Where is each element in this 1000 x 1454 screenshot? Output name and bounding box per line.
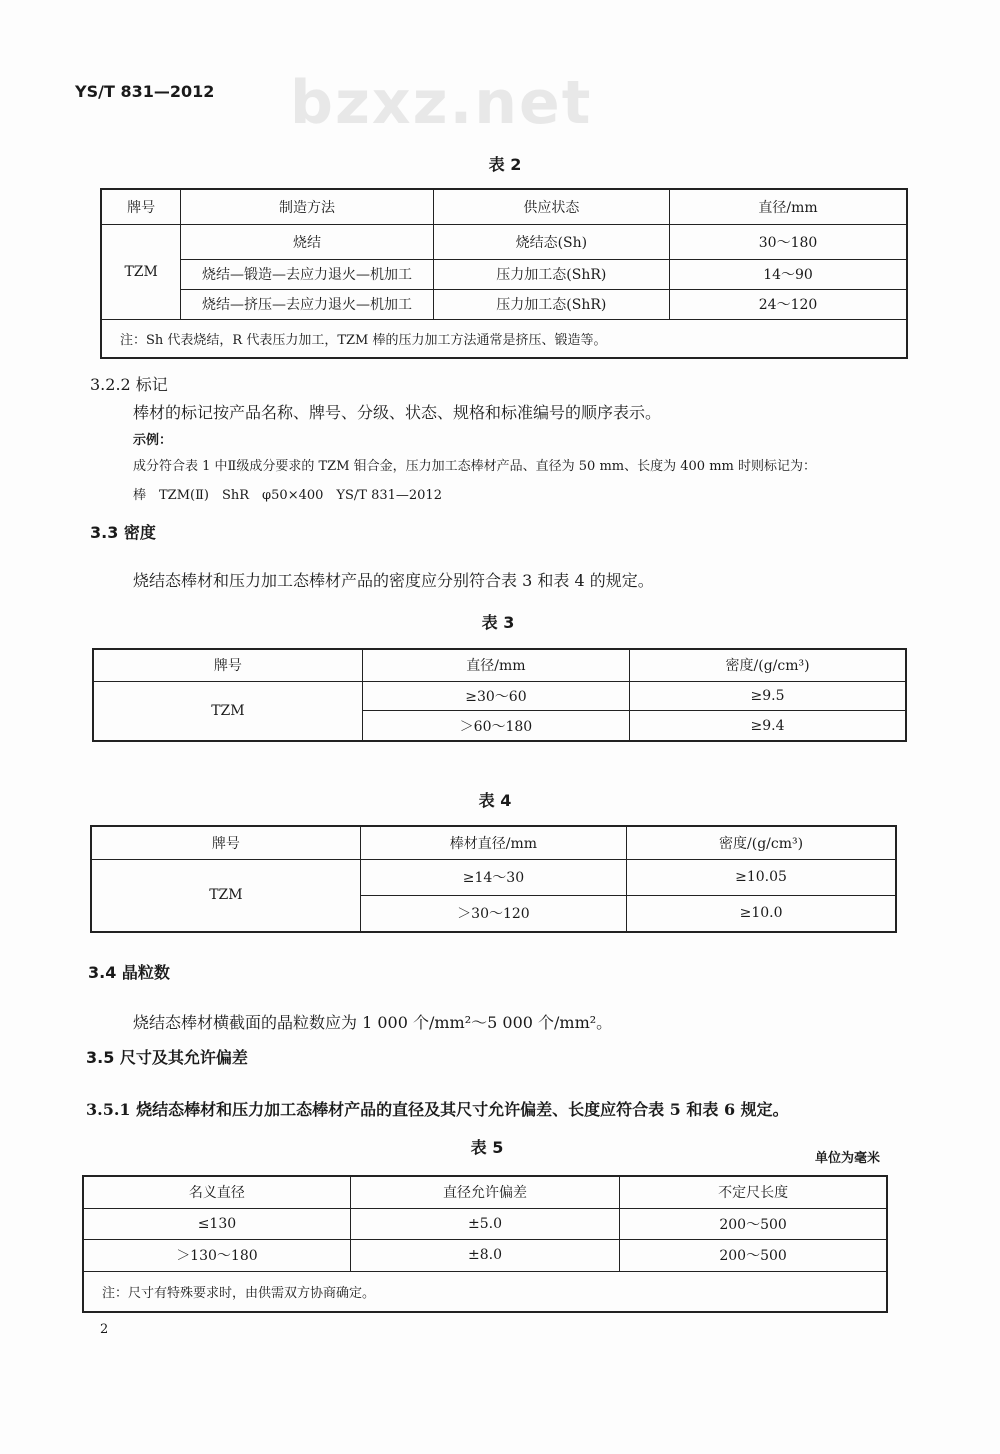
cell: ≥9.4 (630, 711, 906, 741)
paragraph: 烧结态棒材横截面的晶粒数应为 1 000 个/mm²～5 000 个/mm²。 (133, 1013, 613, 1032)
cell: 烧结 (181, 224, 433, 259)
cell: 30～180 (670, 224, 907, 259)
table-row (101, 259, 907, 289)
cell: 24～120 (670, 289, 907, 319)
header-cell: 密度/(g/cm³) (630, 649, 906, 681)
cell: 14～90 (670, 259, 907, 289)
table2-caption: 表 2 (488, 155, 522, 174)
header-cell: 不定尺长度 (620, 1176, 887, 1208)
header-cell: 牌号 (91, 826, 360, 859)
cell: 烧结—挤压—去应力退火—机加工 (181, 289, 433, 319)
section-heading: 3.5 尺寸及其允许偏差 (86, 1048, 248, 1067)
table-row (93, 681, 906, 711)
table-row (91, 859, 896, 895)
cell: ±5.0 (350, 1208, 619, 1239)
header-cell: 牌号 (93, 649, 362, 681)
table-3 (92, 648, 907, 742)
cell: ≥30～60 (362, 681, 629, 711)
cell: 压力加工态(ShR) (433, 289, 669, 319)
table-4 (90, 825, 897, 933)
table-5 (82, 1175, 888, 1313)
table-row (101, 289, 907, 319)
table-row (101, 224, 907, 259)
example-mark: 棒 TZM(Ⅱ) ShR φ50×400 YS/T 831—2012 (133, 488, 442, 503)
header-cell: 直径/mm (362, 649, 629, 681)
header-cell: 棒材直径/mm (360, 826, 626, 859)
unit-label: 单位为毫米 (815, 1151, 881, 1166)
paragraph: 烧结态棒材和压力加工态棒材产品的密度应分别符合表 3 和表 4 的规定。 (133, 571, 654, 590)
cell: ＞30～120 (360, 895, 626, 932)
table-2 (100, 188, 908, 359)
table4-caption: 表 4 (478, 791, 512, 810)
cell: 200～500 (620, 1208, 887, 1239)
cell: ≤130 (83, 1208, 350, 1239)
table-note: 注：尺寸有特殊要求时，由供需双方协商确定。 (83, 1271, 887, 1312)
table-row (83, 1239, 887, 1271)
cell: 烧结—锻造—去应力退火—机加工 (181, 259, 433, 289)
table3-caption: 表 3 (481, 613, 515, 632)
grade-cell: TZM (93, 681, 362, 741)
example-text: 成分符合表 1 中Ⅱ级成分要求的 TZM 钼合金，压力加工态棒材产品、直径为 50 mm、长度为 400 mm 时则标记为： (133, 459, 816, 474)
header-cell: 直径允许偏差 (350, 1176, 619, 1208)
cell: ≥10.0 (627, 895, 896, 932)
table5-caption: 表 5 (470, 1138, 504, 1157)
cell: ≥14～30 (360, 859, 626, 895)
grade-cell: TZM (101, 224, 181, 319)
watermark: bzxz.net (290, 68, 593, 138)
header-cell: 直径/mm (670, 189, 907, 224)
standard-header: YS/T 831—2012 (75, 82, 215, 101)
header-cell: 牌号 (101, 189, 181, 224)
header-cell: 密度/(g/cm³) (627, 826, 896, 859)
cell: ±8.0 (350, 1239, 619, 1271)
cell: ＞60～180 (362, 711, 629, 741)
cell: ≥10.05 (627, 859, 896, 895)
page-number: 2 (100, 1322, 109, 1337)
header-cell: 供应状态 (433, 189, 669, 224)
paragraph: 棒材的标记按产品名称、牌号、分级、状态、规格和标准编号的顺序表示。 (133, 403, 662, 422)
example-label: 示例： (133, 433, 173, 448)
cell: ＞130～180 (83, 1239, 350, 1271)
section-heading: 3.4 晶粒数 (88, 963, 170, 982)
table-row (83, 1208, 887, 1239)
grade-cell: TZM (91, 859, 360, 932)
paragraph: 3.5.1 烧结态棒材和压力加工态棒材产品的直径及其尺寸允许偏差、长度应符合表 5 和表 6 规定。 (86, 1100, 789, 1119)
cell: 200～500 (620, 1239, 887, 1271)
section-heading: 3.2.2 标记 (90, 375, 168, 394)
cell: 烧结态(Sh) (433, 224, 669, 259)
cell: ≥9.5 (630, 681, 906, 711)
cell: 压力加工态(ShR) (433, 259, 669, 289)
header-cell: 制造方法 (181, 189, 433, 224)
table-note: 注：Sh 代表烧结，R 代表压力加工，TZM 棒的压力加工方法通常是挤压、锻造等。 (101, 319, 907, 358)
header-cell: 名义直径 (83, 1176, 350, 1208)
section-heading: 3.3 密度 (90, 523, 156, 542)
